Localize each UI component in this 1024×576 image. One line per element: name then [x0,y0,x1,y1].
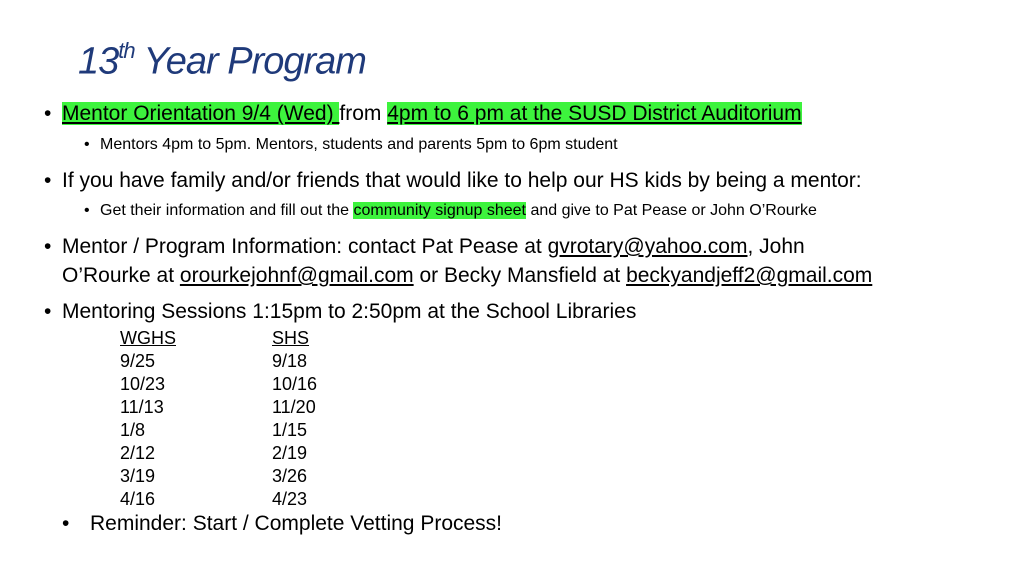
bullet-dot: • [62,512,70,535]
family-friends-text: If you have family and/or friends that would like to help our HS kids by being a mentor: [62,169,862,192]
schedule-date-wghs: 2/12 [120,443,156,463]
email-link-orourke[interactable]: orourkejohnf@gmail.com [179,264,414,287]
schedule-date-shs: 2/19 [272,443,308,463]
reminder-text: Reminder: Start / Complete Vetting Process! [90,512,503,535]
schedule-date-shs: 1/15 [272,420,308,440]
schedule-date-wghs: 4/16 [120,489,156,509]
bullet-dot: • [84,202,90,219]
community-signup-sheet: community signup sheet [353,202,526,219]
schedule-date-wghs: 3/19 [120,466,156,486]
schedule-date-wghs: 1/8 [120,420,146,440]
email-link-gvrotary[interactable]: gvrotary@yahoo.com [547,235,748,258]
contact-line1-pre: Mentor / Program Information: contact Pat Pease at [62,235,548,258]
title-text: Year Program [134,40,366,83]
contact-line1-post: , John [747,235,805,258]
mentoring-sessions-text: Mentoring Sessions 1:15pm to 2:50pm at the School Libraries [62,300,637,323]
schedule-date-shs: 4/23 [272,489,308,509]
bullet-dot: • [44,235,52,258]
schedule-header-wghs: WGHS [120,328,176,348]
schedule-date-shs: 11/20 [272,397,316,417]
title-number: 13 [78,40,119,83]
orientation-date: Mentor Orientation 9/4 (Wed) [62,102,340,125]
title-superscript: th [118,38,135,63]
bullet-dot: • [44,300,52,323]
contact-line2-mid: or Becky Mansfield at [413,264,627,287]
schedule-date-wghs: 11/13 [120,397,164,417]
schedule-date-shs: 10/16 [272,374,318,394]
contact-line2-pre: O’Rourke at [62,264,180,287]
orientation-from: from [339,102,388,125]
orientation-times-text: Mentors 4pm to 5pm. Mentors, students and parents 5pm to 6pm student [100,136,618,153]
signup-post-text: and give to Pat Pease or John O’Rourke [526,202,817,219]
schedule-header-shs: SHS [272,328,310,348]
schedule-date-shs: 3/26 [272,466,308,486]
slide-title [78,40,366,84]
signup-pre-text: Get their information and fill out the [100,202,354,219]
bullet-dot: • [44,169,52,192]
email-link-becky[interactable]: beckyandjeff2@gmail.com [626,264,873,287]
schedule-date-shs: 9/18 [272,351,308,371]
schedule-date-wghs: 9/25 [120,351,156,371]
bullet-dot: • [44,102,52,125]
schedule-date-wghs: 10/23 [120,374,166,394]
session-schedule [0,328,1024,513]
bullet-dot: • [84,136,90,153]
orientation-location: 4pm to 6 pm at the SUSD District Auditorium [387,102,802,125]
